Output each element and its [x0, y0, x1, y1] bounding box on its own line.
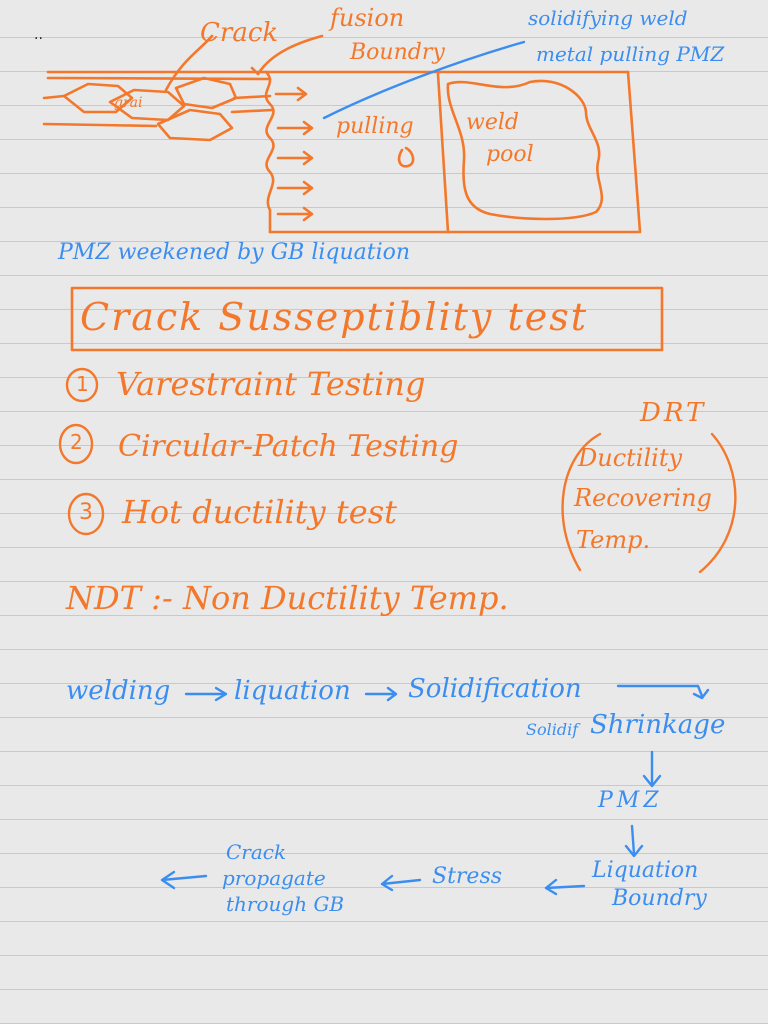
pull-arrow-2	[278, 122, 312, 134]
grain-edge-1	[44, 96, 64, 98]
grain-hexagon-4	[158, 110, 232, 140]
arrow-stress-crack	[382, 876, 420, 890]
flow-welding: welding	[66, 676, 171, 706]
title-box-text: Crack Susseptiblity test	[80, 295, 589, 339]
flow-crack-line1: Crack	[226, 840, 287, 864]
flow-solidification: Solidification	[408, 674, 582, 704]
ndt-definition: NDT :- Non Ductility Temp.	[66, 579, 509, 617]
flow-crack-line2: propagate	[222, 866, 326, 890]
pull-arrow-4	[278, 182, 312, 194]
flow-liquation: liquation	[234, 676, 351, 706]
fusion-label: fusion	[330, 4, 405, 32]
header-dots: ..	[34, 27, 43, 43]
weld-pool-label-line1: weld	[466, 110, 519, 135]
test-3-label: Hot ductility test	[122, 493, 397, 531]
flow-pmz: PMZ	[598, 788, 663, 813]
flow-liquation-boundry-line2: Boundry	[612, 886, 707, 911]
flow-shrinkage: Shrinkage	[590, 710, 726, 740]
crack-label: Crack	[200, 18, 279, 48]
drt-line-1: Ductility	[578, 444, 683, 472]
grain-edge-4	[234, 96, 270, 98]
boundry-label: Boundry	[350, 40, 445, 65]
test-3-number: 3	[79, 500, 93, 525]
pull-arrow-3	[278, 152, 312, 164]
flow-stress: Stress	[432, 864, 503, 889]
drt-line-2: Recovering	[574, 484, 712, 512]
grain-label: grai	[114, 95, 143, 111]
arrow-solidification-shrinkage	[618, 686, 708, 698]
pull-arrow-1	[276, 88, 306, 100]
solidifying-label-line1: solidifying weld	[528, 6, 688, 30]
test-1-number: 1	[76, 372, 89, 396]
arrow-liquation-stress	[546, 880, 584, 894]
arrow-liquation-solidification	[366, 688, 396, 700]
arrow-shrinkage-pmz	[644, 752, 660, 786]
solidifying-label-line2: metal pulling PMZ	[536, 42, 725, 66]
weld-pool-label-line2: pool	[486, 142, 534, 167]
drt-line-3: Temp.	[576, 526, 651, 554]
weld-region-box	[438, 72, 640, 232]
grain-edge-3	[232, 110, 272, 112]
test-2-number: 2	[70, 430, 83, 454]
drt-abbreviation: DRT	[640, 398, 707, 428]
pull-arrow-5	[278, 208, 312, 220]
grain-hexagon-3	[176, 78, 236, 108]
test-2-label: Circular-Patch Testing	[118, 429, 459, 464]
arrow-welding-liquation	[186, 688, 226, 700]
test-1-label: Varestraint Testing	[116, 365, 426, 403]
arrow-crack-out	[162, 872, 206, 888]
pulling-curl	[399, 148, 413, 166]
plate-second-line	[48, 78, 270, 79]
grain-edge-2	[44, 124, 156, 126]
pulling-label: pulling	[336, 114, 414, 139]
pmz-caption: PMZ weekened by GB liquation	[58, 240, 411, 265]
flow-liquation-boundry-line1: Liquation	[592, 858, 699, 883]
arrow-pmz-liquation	[626, 826, 642, 856]
flow-crack-line3: through GB	[226, 892, 345, 916]
flow-solidif-small: Solidif	[526, 720, 579, 739]
